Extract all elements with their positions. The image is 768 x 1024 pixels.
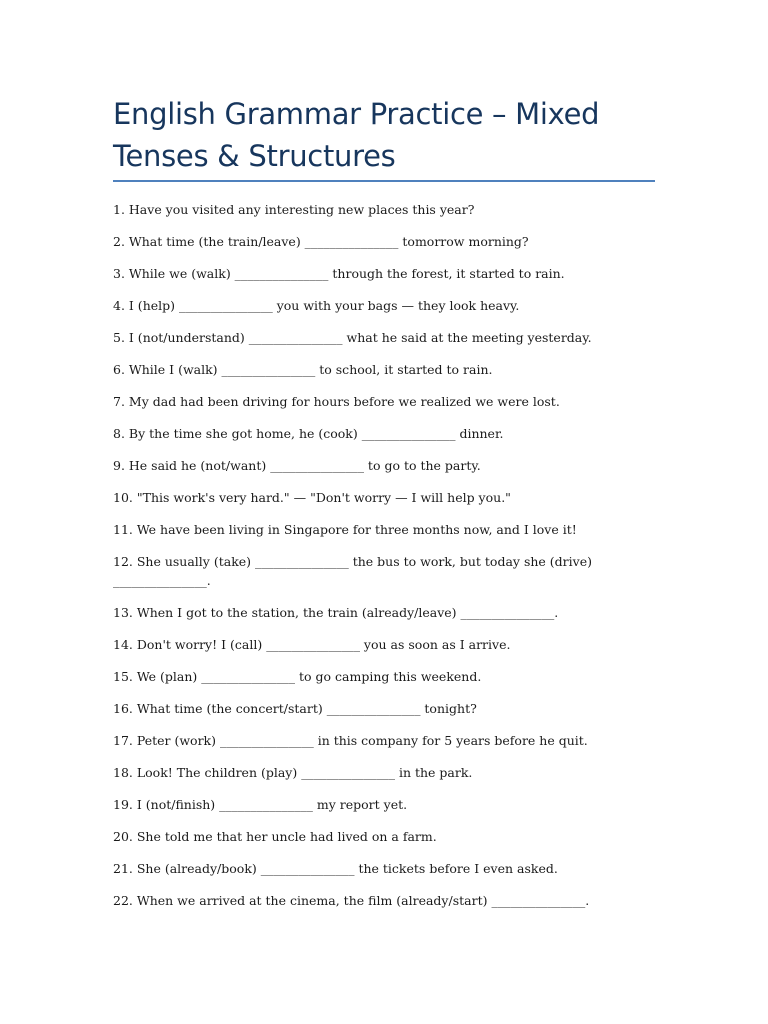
exercise-item: 15. We (plan) _______________ to go camping this weekend. [113, 669, 482, 684]
exercise-item: 9. He said he (not/want) _______________ to go to the party. [113, 458, 481, 473]
exercise-item: 7. My dad had been driving for hours before we realized we were lost. [113, 394, 560, 409]
exercise-list [113, 200, 673, 923]
document-title: English Grammar Practice – Mixed Tenses & Structures [113, 97, 600, 173]
exercise-item: 6. While I (walk) _______________ to school, it started to rain. [113, 362, 493, 377]
exercise-item: 17. Peter (work) _______________ in this company for 5 years before he quit. [113, 733, 588, 748]
exercise-item: 22. When we arrived at the cinema, the film (already/start) _______________. [113, 893, 590, 908]
exercise-item: 5. I (not/understand) _______________ what he said at the meeting yesterday. [113, 330, 592, 345]
exercise-item: 12. She usually (take) _______________ the bus to work, but today she (drive) _______________. [113, 554, 592, 588]
exercise-item: 14. Don't worry! I (call) _______________ you as soon as I arrive. [113, 637, 511, 652]
exercise-item: 20. She told me that her uncle had lived on a farm. [113, 829, 437, 844]
exercise-item: 16. What time (the concert/start) _______________ tonight? [113, 701, 477, 716]
exercise-item: 18. Look! The children (play) _______________ in the park. [113, 765, 473, 780]
exercise-item: 4. I (help) _______________ you with your bags — they look heavy. [113, 298, 520, 313]
exercise-item: 3. While we (walk) _______________ through the forest, it started to rain. [113, 266, 565, 281]
title-divider [113, 180, 655, 182]
exercise-item: 13. When I got to the station, the train (already/leave) _______________. [113, 605, 559, 620]
exercise-item: 8. By the time she got home, he (cook) _______________ dinner. [113, 426, 504, 441]
exercise-item: 21. She (already/book) _______________ the tickets before I even asked. [113, 861, 558, 876]
exercise-item: 19. I (not/finish) _______________ my report yet. [113, 797, 408, 812]
exercise-item: 10. "This work's very hard." — "Don't worry — I will help you." [113, 490, 511, 505]
exercise-item: 2. What time (the train/leave) _______________ tomorrow morning? [113, 234, 529, 249]
exercise-item: 11. We have been living in Singapore for three months now, and I love it! [113, 522, 577, 537]
exercise-item: 1. Have you visited any interesting new places this year? [113, 202, 475, 217]
